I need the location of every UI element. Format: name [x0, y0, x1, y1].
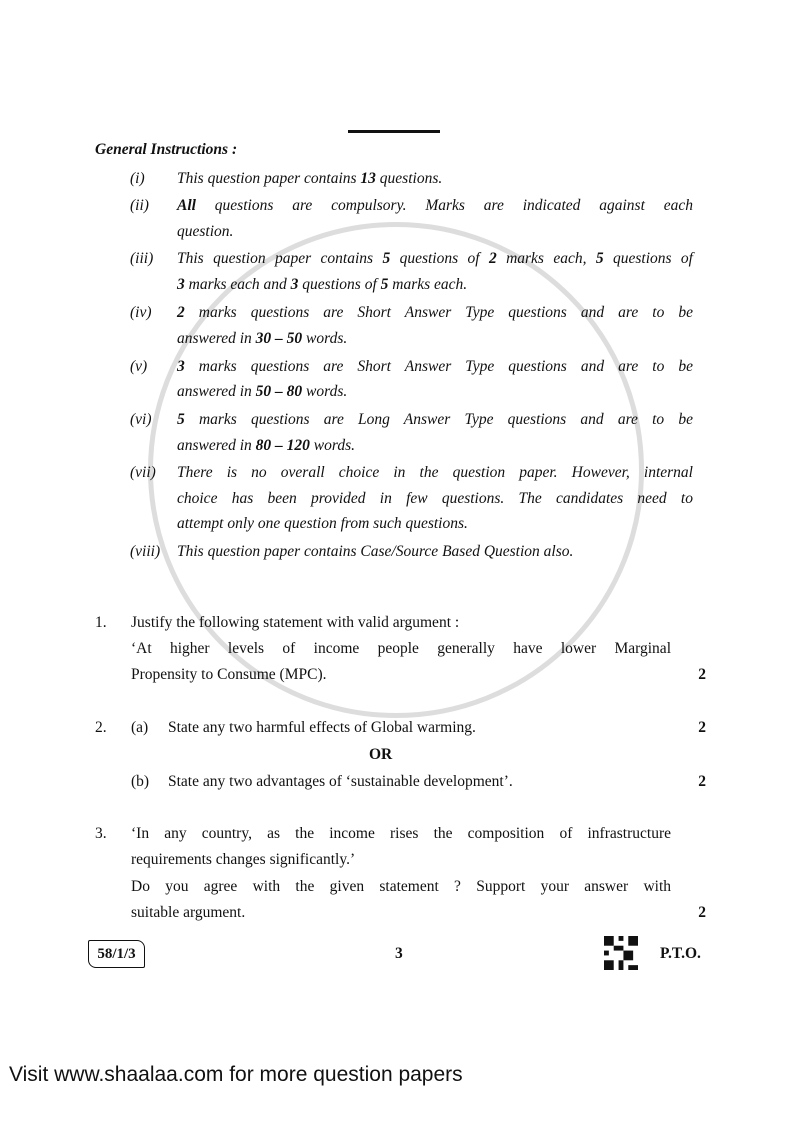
- instruction-text: answered in: [177, 330, 256, 347]
- instruction-number: (i): [130, 170, 145, 187]
- instruction-text: There is no overall choice in the question paper. However, internal: [177, 464, 693, 481]
- instruction-number: (ii): [130, 197, 149, 214]
- instruction-line: [177, 543, 573, 561]
- instruction-bold-text: 80 – 120: [255, 437, 310, 454]
- q3-text-line3: Do you agree with the given statement ? Support your answer with: [131, 878, 671, 895]
- pto-label: P.T.O.: [660, 945, 701, 962]
- q3-text-line4: suitable argument.: [131, 904, 246, 921]
- instruction-line: [177, 383, 347, 401]
- instruction-text: marks each and: [184, 276, 291, 293]
- instruction-text: words.: [309, 437, 355, 454]
- instruction-text: questions of: [603, 250, 693, 267]
- instruction-bold-text: 50 – 80: [255, 383, 303, 400]
- instruction-line: [177, 197, 693, 215]
- instruction-text: marks questions are Short Answer Type questions and are to be: [184, 304, 693, 321]
- instruction-number: (v): [130, 358, 148, 375]
- instruction-bold-text: 2: [488, 250, 497, 267]
- instruction-line: [177, 515, 468, 533]
- instruction-text: This question paper contains: [177, 170, 361, 187]
- instruction-line: [177, 358, 693, 376]
- instruction-text: attempt only one question from such questions.: [177, 515, 468, 532]
- instruction-text: questions of: [390, 250, 489, 267]
- header-rule: [348, 130, 440, 133]
- qr-code-icon: [604, 936, 638, 970]
- q2b-marks: 2: [698, 773, 706, 790]
- instruction-line: [177, 411, 693, 429]
- q1-text-line2: ‘At higher levels of income people generally have lower Marginal: [131, 640, 671, 657]
- instruction-text: question.: [177, 223, 234, 240]
- instruction-number: (viii): [130, 543, 161, 560]
- instruction-text: words.: [302, 330, 348, 347]
- instruction-bold-text: All: [177, 197, 196, 214]
- q2b-text: State any two advantages of ‘sustainable development’.: [168, 773, 513, 790]
- footer-banner[interactable]: Visit www.shaalaa.com for more question papers: [9, 1063, 463, 1086]
- q3-number: 3.: [95, 825, 107, 842]
- instruction-text: This question paper contains: [177, 250, 383, 267]
- instruction-bold-text: 5: [177, 411, 185, 428]
- q1-text-line1: Justify the following statement with valid argument :: [131, 614, 460, 631]
- q1-text-line3: Propensity to Consume (MPC).: [131, 666, 327, 683]
- instruction-line: [177, 170, 442, 188]
- instruction-line: [177, 276, 467, 294]
- instruction-text: marks each,: [496, 250, 596, 267]
- instruction-bold-text: 5: [382, 250, 391, 267]
- instruction-text: marks each.: [388, 276, 468, 293]
- q3-text-line2: requirements changes significantly.’: [131, 851, 356, 868]
- q1-number: 1.: [95, 614, 107, 631]
- instruction-number: (vii): [130, 464, 156, 481]
- instruction-bold-text: 2: [177, 304, 185, 321]
- instruction-bold-text: 5: [595, 250, 604, 267]
- page-number: 3: [395, 945, 403, 962]
- instructions-heading: General Instructions :: [95, 141, 238, 158]
- instruction-text: marks questions are Short Answer Type questions and are to be: [184, 358, 693, 375]
- instruction-text: marks questions are Long Answer Type questions and are to be: [184, 411, 693, 428]
- instruction-number: (iv): [130, 304, 152, 321]
- q2b-label: (b): [131, 773, 150, 790]
- instruction-number: (iii): [130, 250, 154, 267]
- instruction-number: (vi): [130, 411, 152, 428]
- instruction-bold-text: 30 – 50: [255, 330, 303, 347]
- instruction-line: [177, 437, 355, 455]
- instruction-text: This question paper contains Case/Source Based Question also.: [177, 543, 574, 560]
- instruction-text: words.: [302, 383, 348, 400]
- q2a-label: (a): [131, 719, 149, 736]
- instruction-bold-text: 3: [177, 276, 185, 293]
- q1-marks: 2: [698, 666, 706, 683]
- q2a-marks: 2: [698, 719, 706, 736]
- instruction-line: [177, 464, 693, 482]
- instruction-text: questions.: [375, 170, 443, 187]
- q2-or: OR: [369, 746, 393, 763]
- q2-number: 2.: [95, 719, 107, 736]
- instruction-text: questions of: [298, 276, 381, 293]
- instruction-line: [177, 223, 233, 241]
- paper-code: 58/1/3: [88, 940, 145, 968]
- q3-marks: 2: [698, 904, 706, 921]
- instruction-line: [177, 330, 347, 348]
- instruction-text: answered in: [177, 383, 256, 400]
- instruction-bold-text: 3: [177, 358, 185, 375]
- instruction-bold-text: 13: [360, 170, 376, 187]
- instruction-bold-text: 3: [290, 276, 299, 293]
- q3-text-line1: ‘In any country, as the income rises the composition of infrastructure: [131, 825, 671, 842]
- instruction-bold-text: 5: [380, 276, 389, 293]
- instruction-line: [177, 304, 693, 322]
- instruction-line: [177, 490, 693, 508]
- instruction-line: [177, 250, 693, 268]
- instruction-text: questions are compulsory. Marks are indicated against each: [195, 197, 693, 214]
- instruction-text: choice has been provided in few questions. The candidates need to: [177, 490, 693, 507]
- q2a-text: State any two harmful effects of Global warming.: [168, 719, 476, 736]
- instruction-text: answered in: [177, 437, 256, 454]
